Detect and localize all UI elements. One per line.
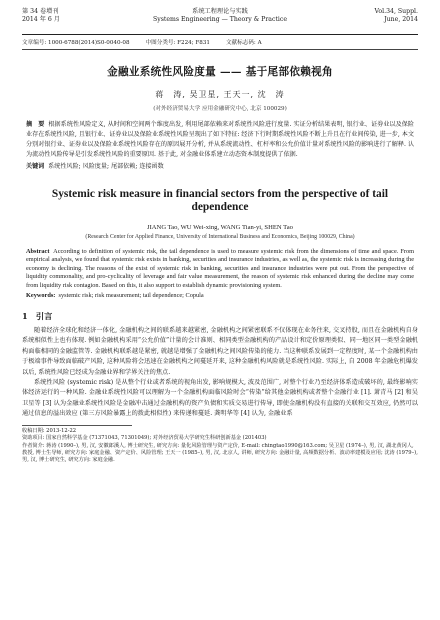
volume-en: Vol.34, Suppl. <box>374 8 418 15</box>
header-rule <box>22 34 418 35</box>
authors-chinese: 蒋 涛, 吴卫星, 王天一, 沈 涛 <box>155 90 285 99</box>
abstract-label: 摘 要 <box>26 121 45 128</box>
section-heading: 1 引言 <box>22 311 53 322</box>
header-right <box>298 8 418 24</box>
affiliation-english: (Research Center for Applied Finance, University of International Business and Economics, Beijing 100029, China) <box>85 234 355 240</box>
affiliation-chinese: (对外经济贸易大学 应用金融研究中心, 北京 100029) <box>153 106 287 112</box>
keywords-en-label: Keywords: <box>26 292 56 300</box>
keywords-chinese <box>22 161 418 170</box>
abstract-text: 根据系统性风险定义, 从时间和空间两个维度出发, 利用尾部依赖来对系统性风险进行度量. 实证分析结果表明, 银行业、证券业以及保险业存在系统性风险, 且银行业、证券业以及保险业系统性风险呈现出了如下特征: 经济下行时期系统性风险不断上升且在行业间传染, 进一步, 本文分别对银行业、证券业以及保险业系统性风险存在的原因展开分析, 并从系统流动性、杠杆率和公允价值计量对系统性风险的影响进行了解释. 认为流动性风险传导是引发系统性风险的重要原因. 基于此, 对金融业体系建立动态资本制度提供了依据. <box>26 121 414 158</box>
abstract-en-label: Abstract <box>26 248 50 255</box>
author-bio: 作者简介: 蒋涛 (1990–), 男, 汉, 安徽郎溪人, 博士研究生, 研究方向: 量化风险管理与资产定价, E-mail: chingtao1990@163.com; 吴卫星 (1974–), 男, 汉, 湖北黄冈人, 教授, 博士生导师, 研究方向: 家庭金融、资产定价、风险管理; 王天一 (1985–), 男, 汉, 北京人, 讲师, 研究方向: 金融计量, 高频数据分析、波动率建模及应用; 沈涛 (1979–), 男, 汉, 博士研究生, 研究方向: 家庭金融. <box>22 442 418 464</box>
journal-name-en: Systems Engineering — Theory & Practice <box>152 16 288 23</box>
abstract-english <box>22 248 418 290</box>
article-meta <box>22 38 418 46</box>
footnote-rule <box>22 425 132 426</box>
funding-note: 资助项目: 国家自然科学基金 (71371043, 71301049); 对外经济贸易大学研究生科研创新基金 (201403) <box>22 435 267 442</box>
received-date: 收稿日期: 2013-12-22 <box>22 427 77 434</box>
journal-name-cn: 系统工程理论与实践 <box>192 8 248 15</box>
keywords-english <box>22 292 418 299</box>
issue-date: 2014 年 6 月 <box>22 16 60 23</box>
keywords-label: 关键词 <box>26 163 45 170</box>
title-english: Systemic risk measure in financial sectors from the perspective of tail dependence <box>51 188 389 213</box>
keywords-en-text: systemic risk; risk measurement; tail dependence; Copula <box>58 292 204 300</box>
abstract-en-text: According to definition of systemic risk, the tail dependence is used to measure systemic risk from the dimensions of time and space. From empirical analysis, we found that systemic risk exists in banking, securities and insurance industries, as well as, the systemic risk is increasing during the economy is declining. The reasons of the exist of systemic risk in banking, securities and insurance industries were put out. From the perspective of liquidity commonality, and pro-cyclicality of leverage and fair value measurement, the reason of systemic risk enhanced during the decline may come from liquidity risk contagion. Based on this, it also support to establish dynamic provisioning system. <box>26 248 414 289</box>
footnotes <box>22 428 418 465</box>
abstract-chinese <box>22 120 418 160</box>
keywords-text: 系统性风险; 风险度量; 尾部依赖; 连接函数 <box>48 163 164 170</box>
authors-english: JIANG Tao, WU Wei-xing, WANG Tian-yi, SHEN Tao <box>147 224 293 231</box>
body-paragraph: 随着经济全球化和经济一体化, 金融机构之间的联系越来越紧密, 金融机构之间紧密联系不仅体现在业务往来, 交叉持股, 而且在金融机构自身系统相似性上也有体现. 例如金融机构采用“公允价值”计量的会计准则、相同类型金融机构的产品设计和定价原理类似、同一地区同一类型金融机构面临相同的金融监管等. 金融机构联系越是紧密, 就越是增强了金融机构之间风险传染的能力. 当这种联系发展到一定程度时, 某一个金融机构由于极端事件导致面临破产风险, 这种风险将会迅速在金融机构之间蔓延开来, 这种金融机构风险就是系统性风险. 实际上, 自 2008 年金融危机爆发以后, 系统性风险已经成为金融业界和学界关注的焦点. <box>22 327 418 376</box>
date-en: June, 2014 <box>384 16 418 23</box>
document-code: 文献标志码: A <box>225 40 262 46</box>
running-header <box>22 8 418 34</box>
article-number: 文章编号: 1000-6788(2014)S0-0040-08 <box>22 40 130 46</box>
volume-issue: 第 34 卷增刊 <box>22 8 59 15</box>
header-left <box>22 8 162 24</box>
clc-number: 中图分类号: F224; F831 <box>145 40 210 46</box>
title-chinese: 金融业系统性风险度量 —— 基于尾部依赖视角 <box>107 66 333 78</box>
meta-rule <box>22 49 418 50</box>
body-paragraph: 系统性风险 (systemic risk) 是从整个行业或者系统的视角出发, 影响规模大, 波及范围广, 对整个行业乃至经济体系造成破坏的, 最终影响实体经济运行的一种风险. 金融业系统性风险可以理解为一个金融机构面临风险时会“传染”给其他金融机构或者整个金融行业 [1]. 萧青马 [2] 和吴卫星等 [3] 认为金融业系统性风险是金融冲击通过金融机构的资产负债和实质交易进行传导, 即使金融机构没有直接的关联和交互效应, 仍然可以通过信息的溢出效应 (第三方风险暴露上的拨此相似性) 来传递和蔓延. 龚明华等 [4] 认为, 金融业系 <box>22 379 418 418</box>
header-center <box>142 8 298 24</box>
